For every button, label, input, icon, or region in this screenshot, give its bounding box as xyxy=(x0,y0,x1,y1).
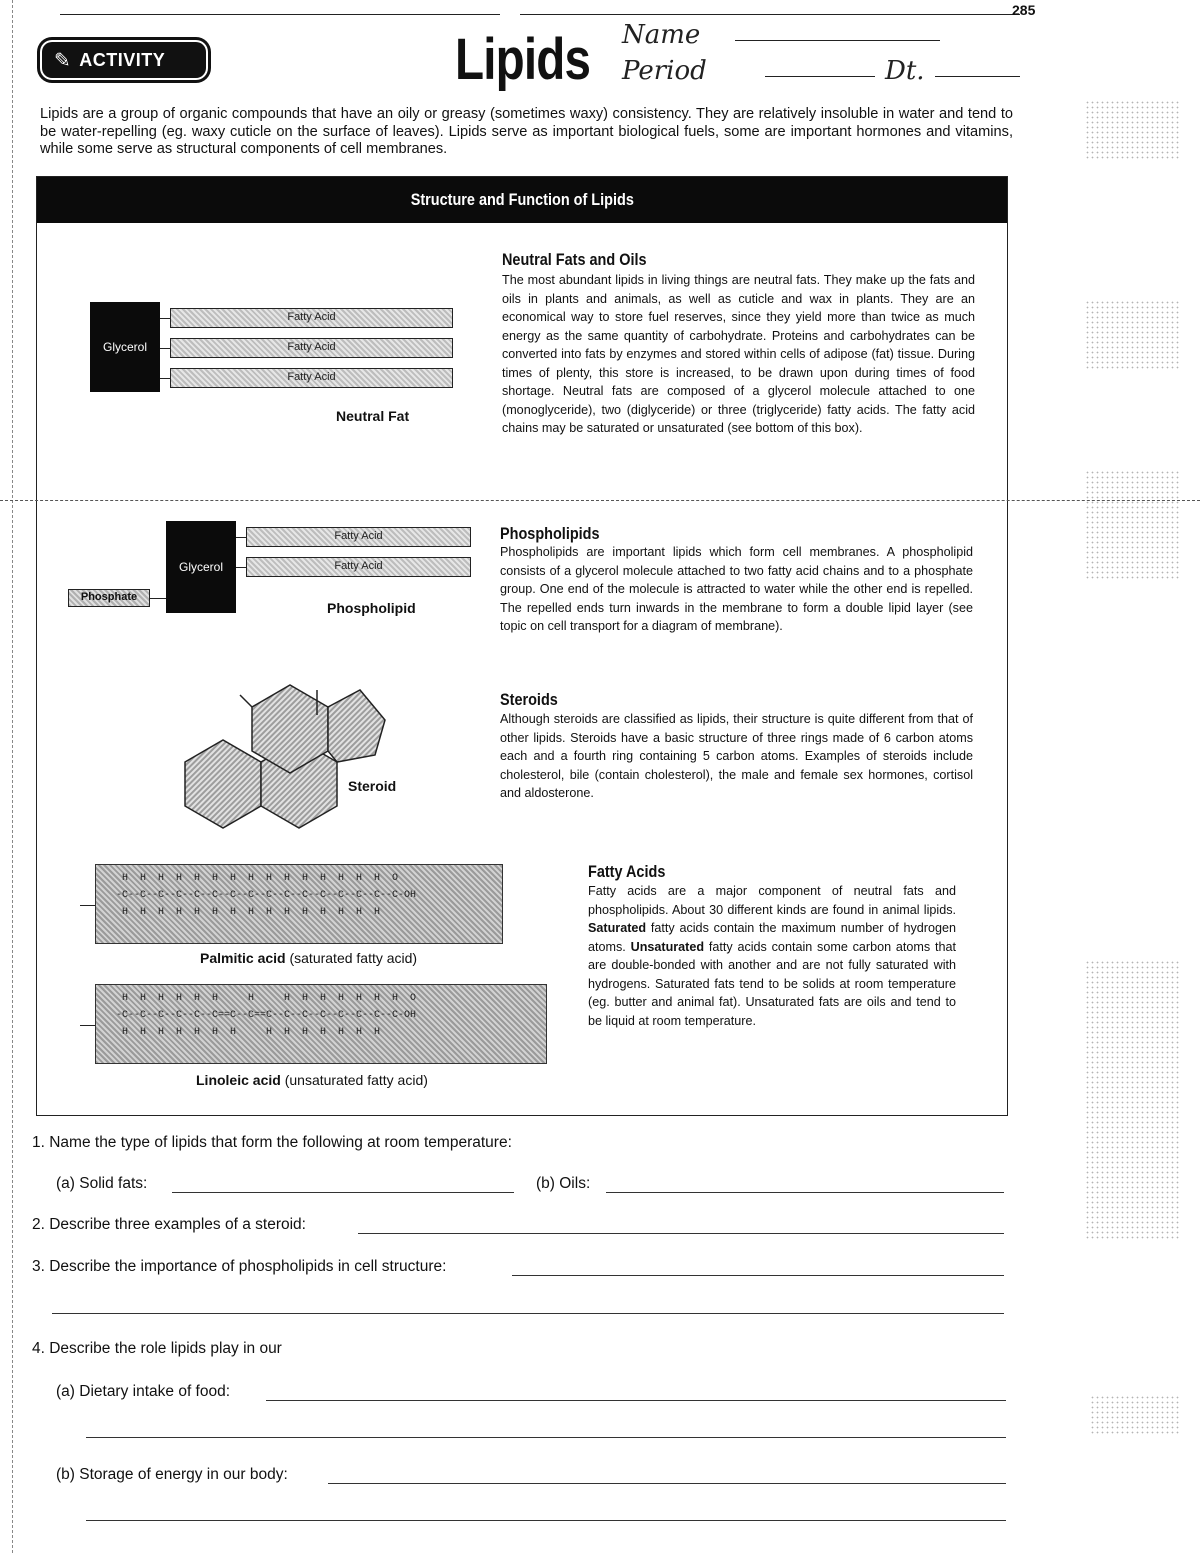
phospholipid-caption: Phospholipid xyxy=(327,600,416,616)
activity-badge xyxy=(40,40,208,80)
phosphate-group: Phosphate xyxy=(68,589,150,607)
phospholipids-heading: Phospholipids xyxy=(500,524,600,543)
bond-line xyxy=(160,378,170,379)
neutral-fats-text: The most abundant lipids in living things are neutral fats. They make up the fats and oils in plants and animals, as well as cuticle and wax in plants. They are an economical way to store fuel reserves, since they yield more than twice as much energy as the same quantity of carbohydrate. Proteins and carbohydrates can be converted into fats by enzymes and stored within cells of adipose (fat) tissue. During times of plenty, this store is increased, to be drawn upon during times of food shortage. Neutral fats are composed of a glycerol molecule attached to one (monoglyceride), two (diglyceride) or three (triglyceride) fatty acids. The fatty acid chains may be saturated or unsaturated (see bottom of this box). xyxy=(502,273,975,435)
name-answer-line[interactable] xyxy=(735,40,940,41)
question-4: 4. Describe the role lipids play in our xyxy=(32,1340,282,1357)
bond-line xyxy=(150,598,166,599)
answer-line-4b[interactable] xyxy=(328,1483,1006,1484)
pencil-writing-icon: ✎ xyxy=(54,49,72,72)
question-3: 3. Describe the importance of phospholipids in cell structure: xyxy=(32,1258,447,1275)
box-title: Structure and Function of Lipids xyxy=(410,190,634,209)
answer-line-4a[interactable] xyxy=(266,1400,1006,1401)
name-handwritten-label: Name xyxy=(622,20,701,50)
bond-line xyxy=(80,1025,95,1026)
phospholipids-text: Phospholipids are important lipids which form cell membranes. A phospholipid consists of a glycerol molecule attached to two fatty acid chains and to a phosphate group. One end of the molecule is attracted to water while the other end is repelled. The repelled ends turn inwards in the membrane to form a double lipid layer (see topic on cell transport for a diagram of membrane). xyxy=(500,545,973,633)
bond-line xyxy=(160,348,170,349)
fatty-acid-chain: Fatty Acid xyxy=(170,368,453,388)
fatty-acids-heading: Fatty Acids xyxy=(588,862,666,881)
bond-line xyxy=(80,905,95,906)
steroid-caption: Steroid xyxy=(348,778,397,794)
answer-line-3[interactable] xyxy=(512,1275,1004,1276)
scan-speckle xyxy=(1085,100,1180,160)
steroids-heading: Steroids xyxy=(500,690,558,709)
answer-line-1b[interactable] xyxy=(606,1192,1004,1193)
box-header xyxy=(37,177,1007,223)
question-1b: (b) Oils: xyxy=(536,1175,591,1192)
neutral-fats-heading: Neutral Fats and Oils xyxy=(502,250,647,269)
bond-line xyxy=(236,567,246,568)
fatty-acid-chain: Fatty Acid xyxy=(170,308,453,328)
question-1: 1. Name the type of lipids that form the following at room temperature: xyxy=(32,1134,512,1151)
palmitic-acid-formula: H H H H H H H H H H H H H H H O -C--C--C--C--C--C--C--C--C--C--C--C--C--C--C--C-OH H H H H H H H H H H H H H H H xyxy=(95,864,503,944)
question-2: 2. Describe three examples of a steroid: xyxy=(32,1216,306,1233)
question-4a: (a) Dietary intake of food: xyxy=(56,1383,231,1400)
steroid-ring-d xyxy=(328,690,385,762)
page-number: 285 xyxy=(1012,2,1036,18)
steroid-ring-a xyxy=(185,740,261,828)
fatty-acid-chain: Fatty Acid xyxy=(246,527,471,547)
neutral-fat-caption: Neutral Fat xyxy=(336,408,410,424)
fatty-acids-text: Fatty acids are a major component of neutral fats and phospholipids. About 30 different kinds are found in animal lipids. Saturated fatty acids contain the maximum number of hydrogen atoms. Unsaturated fatty acids contain some carbon atoms that are double-bonded with another and are not fully saturated with hydrogens. Saturated fats tend to be solids at room temperature (eg. butter and animal fat). Unsaturated fats are oils and tend to be liquid at room temperature. xyxy=(588,884,957,1028)
page-title: Lipids xyxy=(455,27,591,92)
linoleic-acid-caption: Linoleic acid (unsaturated fatty acid) xyxy=(196,1072,428,1088)
bond-line xyxy=(236,537,246,538)
bond-line xyxy=(160,318,170,319)
period-handwritten-label: Period xyxy=(622,56,707,86)
answer-line-4b-continued[interactable] xyxy=(86,1520,1006,1521)
question-4b: (b) Storage of energy in our body: xyxy=(56,1466,288,1483)
steroids-text: Although steroids are classified as lipids, their structure is quite different from that of other lipids. Steroids have a basic structure of three rings made of 6 carbon atoms each and a fourth ring containing 5 carbon atoms. Examples of steroids include cholesterol, bile (contain cholesterol), the male and female sex hormones, cortisol and aldosterone. xyxy=(500,712,973,800)
linoleic-acid-formula: H H H H H H H H H H H H H H O -C--C--C--C--C--C==C--C==C--C--C--C--C--C--C--C-OH H H H H H H H H H H H H H H xyxy=(95,984,547,1064)
scan-speckle xyxy=(1085,300,1180,370)
answer-line-2[interactable] xyxy=(358,1233,1004,1234)
glycerol-block: Glycerol xyxy=(90,302,160,392)
scan-dashed-divider xyxy=(0,500,1200,501)
answer-line-3-continued[interactable] xyxy=(52,1313,1004,1314)
fatty-acid-chain: Fatty Acid xyxy=(170,338,453,358)
fatty-acid-chain: Fatty Acid xyxy=(246,557,471,577)
date-answer-line[interactable] xyxy=(935,76,1020,77)
top-rule xyxy=(60,14,500,15)
margin-dashed-line xyxy=(12,0,13,1553)
intro-paragraph: Lipids are a group of organic compounds that have an oily or greasy (sometimes waxy) consistency. They are relatively insoluble in water and tend to be water-repelling (eg. waxy cuticle on the surface of leaves). Lipids serve as important biological fuels, some are important hormones and vitamins, while some serve as structural components of cell membranes. xyxy=(40,106,1013,157)
glycerol-block: Glycerol xyxy=(166,521,236,613)
question-1a: (a) Solid fats: xyxy=(56,1175,148,1192)
answer-line-4a-continued[interactable] xyxy=(86,1437,1006,1438)
palmitic-acid-caption: Palmitic acid (saturated fatty acid) xyxy=(200,950,418,966)
answer-line-1a[interactable] xyxy=(172,1192,514,1193)
scan-speckle xyxy=(1085,470,1180,580)
scan-speckle xyxy=(1085,960,1180,1240)
activity-label: ACTIVITY xyxy=(79,49,166,70)
period-answer-line[interactable] xyxy=(765,76,875,77)
top-rule xyxy=(520,14,1020,15)
methyl-group-line xyxy=(240,695,252,707)
scan-speckle xyxy=(1090,1395,1180,1435)
date-handwritten-label: Dt. xyxy=(885,56,925,86)
